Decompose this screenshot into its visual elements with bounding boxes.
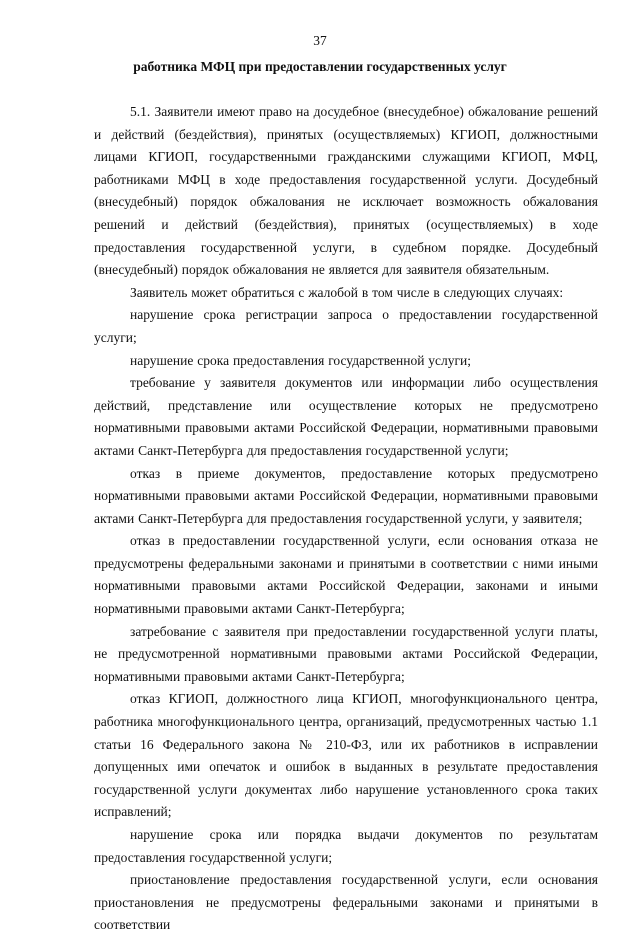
document-body <box>94 101 598 937</box>
list-item-acceptance-refusal: отказ в приеме документов, предоставление которых предусмотрено нормативными правовыми актами Российской Федерации, нормативными правовыми актами Санкт-Петербурга для предоставления государственной услуги, у заявителя; <box>94 465 598 526</box>
paragraph-5-1: 5.1. Заявители имеют право на досудебное (внесудебное) обжалование решений и действий (бездействия), принятых (осуществляемых) КГИОП, должностными лицами КГИОП, государственными гражданскими служащими КГИОП, МФЦ, работниками МФЦ в ходе предоставления государственной услуги. Досудебный (внесудебный) порядок обжалования не исключает возможность обжалования решений и действий (бездействия), принятых (осуществляемых) в ходе предоставления государственной услуги, в судебном порядке. Досудебный (внесудебный) порядок обжалования не является для заявителя обязательным. <box>94 104 598 278</box>
list-item-issuance-violation: нарушение срока или порядка выдачи документов по результатам предоставления государственной услуги; <box>94 827 598 865</box>
section-heading: работника МФЦ при предоставлении государственных услуг <box>133 59 507 74</box>
list-item-suspension: приостановление предоставления государственной услуги, если основания приостановления не предусмотрены федеральными законами и принятыми в соответствии <box>94 872 598 933</box>
list-item-correction-refusal: отказ КГИОП, должностного лица КГИОП, многофункционального центра, работника многофункционального центра, организаций, предусмотренных частью 1.1 статьи 16 Федерального закона № 210-ФЗ, или их работников в исправлении допущенных ими опечаток и ошибок в выданных в результате предоставления государственной услуги документах либо нарушение установленного срока таких исправлений; <box>94 691 598 820</box>
paragraph-complaint-intro: Заявитель может обратиться с жалобой в том числе в следующих случаях: <box>130 284 564 300</box>
list-item-fee-demand: затребование с заявителя при предоставлении государственной услуги платы, не предусмотренной нормативными правовыми актами Российской Федерации, нормативными правовыми актами Санкт-Петербурга; <box>94 623 598 684</box>
list-item-registration-delay: нарушение срока регистрации запроса о предоставлении государственной услуги; <box>94 307 598 345</box>
list-item-document-demand: требование у заявителя документов или информации либо осуществления действий, представление или осуществление которых не предусмотрено нормативными правовыми актами Российской Федерации, нормативными правовыми актами Санкт-Петербурга для предоставления государственной услуги; <box>94 375 598 458</box>
page-number: 37 <box>313 33 327 48</box>
list-item-service-refusal: отказ в предоставлении государственной услуги, если основания отказа не предусмотрены федеральными законами и принятыми в соответствии с ними иными нормативными правовыми актами Российской Федерации, законами и иными нормативными правовыми актами Санкт-Петербурга; <box>94 533 598 617</box>
list-item-service-delay: нарушение срока предоставления государственной услуги; <box>130 352 472 368</box>
